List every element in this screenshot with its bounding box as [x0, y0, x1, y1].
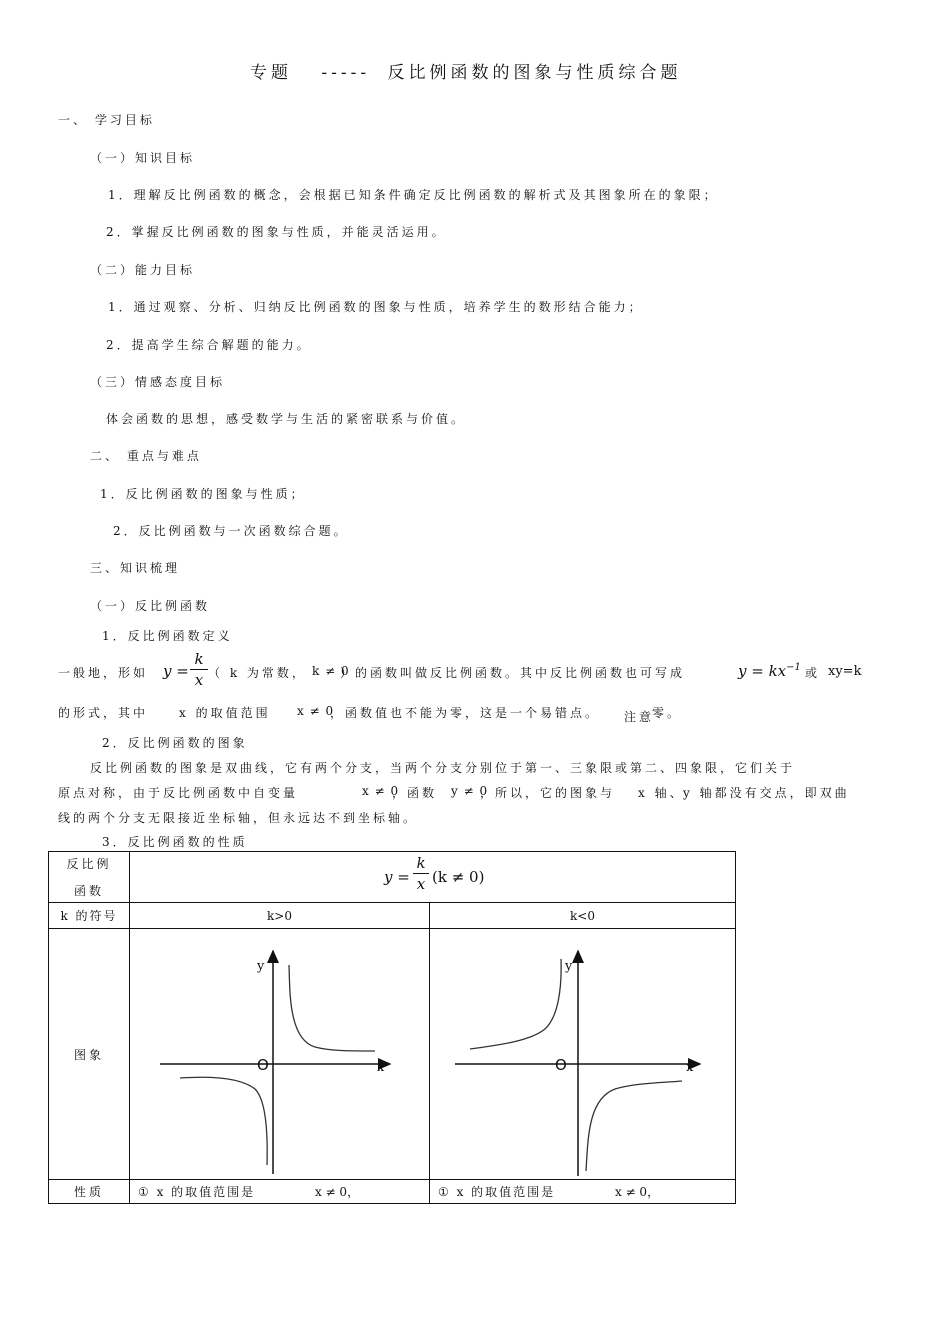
curve-q1: [289, 965, 375, 1051]
curve-q3: [180, 1077, 267, 1165]
knowledge-goal-item: 1．理解反比例函数的概念，会根据已知条件确定反比例函数的解析式及其图象所在的象限；: [108, 188, 719, 202]
property-positive-text: ① x 的取值范围是: [138, 1185, 256, 1199]
graph-paragraph: 线的两个分支无限接近坐标轴，但永远达不到坐标轴。: [58, 811, 419, 825]
header-fraction-bar: [413, 873, 429, 874]
knowledge-goal-item: 2．掌握反比例函数的图象与性质，并能灵活运用。: [106, 225, 447, 239]
formula-fraction: [190, 650, 208, 689]
table-header-left-line1: 反比例: [66, 857, 112, 871]
property-subheading: 3．反比例函数的性质: [102, 835, 248, 849]
definition-text: 零。: [652, 706, 683, 720]
table-header-formula: [130, 852, 736, 903]
property-negative-text: ① x 的取值范围是: [438, 1185, 556, 1199]
property-positive-value: x ≠ 0，: [314, 1185, 360, 1199]
definition-text: ，函数值也不能为零，这是一个易错点。: [330, 706, 601, 720]
header-formula-y: y =: [384, 868, 410, 886]
hyperbola-k-positive: [130, 929, 429, 1179]
definition-text: ）的函数叫做反比例函数。其中反比例函数也可写成: [340, 666, 686, 680]
axis-label-x: x: [686, 1060, 694, 1075]
emotion-goal-heading: （三）情感态度目标: [90, 375, 226, 389]
graph-paragraph: ，所以，它的图象与: [480, 786, 616, 800]
definition-text: x 的取值范围: [179, 706, 271, 720]
axis-label-x: x: [377, 1060, 385, 1075]
title-lead: 专题: [250, 63, 292, 83]
origin-label: O: [555, 1056, 567, 1074]
property-row-label: 性质: [49, 1180, 130, 1204]
alt-form: [738, 662, 801, 680]
axis-label-y: y: [565, 959, 573, 974]
k-negative-label: k<0: [430, 903, 736, 929]
key-point-item: 1．反比例函数的图象与性质；: [100, 487, 306, 501]
ability-goal-heading: （二）能力目标: [90, 263, 196, 277]
definition-note: 注意: [624, 710, 655, 724]
graph-paragraph: ，函数: [392, 786, 438, 800]
table-header-left-line2: 函数: [73, 884, 104, 898]
inverse-function-heading: （一）反比例函数: [90, 599, 211, 613]
ability-goal-item: 2．提高学生综合解题的能力。: [106, 338, 312, 352]
k-sign-label: k 的符号: [49, 903, 130, 929]
property-positive: [130, 1180, 430, 1204]
section-goals-heading: 一、 学习目标: [58, 113, 155, 127]
k-not-zero: k ≠ 0: [312, 664, 350, 678]
xy-form: xy=k: [828, 664, 862, 679]
header-formula-condition: (k ≠ 0): [432, 868, 485, 886]
graph-negative-cell: [430, 929, 736, 1180]
formula-y-eq: y =: [163, 662, 189, 680]
key-point-item: 2．反比例函数与一次函数综合题。: [113, 524, 349, 538]
alt-form-base: y = kx: [738, 662, 787, 680]
definition-subheading: 1．反比例函数定义: [102, 629, 233, 643]
y-not-zero: y ≠ 0: [451, 784, 489, 798]
definition-text: 的形式，其中: [58, 706, 149, 720]
alt-form-exp: −1: [786, 662, 801, 673]
graph-paragraph: 原点对称，由于反比例函数中自变量: [58, 786, 299, 800]
header-fraction-denominator: x: [416, 875, 426, 893]
k-positive-label: k>0: [130, 903, 430, 929]
graph-paragraph: 反比例函数的图象是双曲线，它有两个分支，当两个分支分别位于第一、三象限或第二、四象限，它们关于: [90, 761, 796, 775]
x-not-zero: x ≠ 0: [362, 784, 400, 798]
definition-text: （ k 为常数，: [208, 666, 307, 680]
key-points-heading: 二、 重点与难点: [90, 449, 202, 463]
fraction-numerator: k: [194, 650, 204, 668]
graph-positive-cell: [130, 929, 430, 1180]
fraction-denominator: x: [194, 671, 204, 689]
definition-text: 或: [805, 666, 821, 680]
title-dashes: -----: [321, 63, 371, 83]
origin-label: O: [257, 1056, 269, 1074]
header-fraction-numerator: k: [416, 854, 426, 872]
fraction-bar: [190, 669, 208, 670]
ability-goal-item: 1．通过观察、分析、归纳反比例函数的图象与性质，培养学生的数形结合能力；: [108, 300, 644, 314]
emotion-goal-text: 体会函数的思想，感受数学与生活的紧密联系与价值。: [106, 412, 467, 426]
table-header-left: [49, 852, 130, 903]
graph-row-label: 图象: [49, 929, 130, 1180]
x-not-zero: x ≠ 0: [297, 704, 335, 718]
graph-paragraph: y 轴都没有交点，即双曲: [683, 786, 850, 800]
hyperbola-k-negative: [430, 929, 735, 1179]
curve-q2: [470, 959, 561, 1049]
page-title: [250, 58, 682, 83]
definition-text: 一般地，形如: [58, 666, 149, 680]
header-formula-fraction: [413, 854, 429, 893]
title-main: 反比例函数的图象与性质综合题: [387, 63, 682, 83]
axis-label-y: y: [257, 959, 265, 974]
property-table: [48, 851, 736, 1204]
curve-q4: [586, 1081, 682, 1171]
graph-subheading: 2．反比例函数的图象: [102, 736, 248, 750]
property-negative-value: x ≠ 0，: [614, 1185, 660, 1199]
knowledge-review-heading: 三、知识梳理: [90, 561, 181, 575]
knowledge-goal-heading: （一）知识目标: [90, 151, 196, 165]
property-negative: [430, 1180, 736, 1204]
graph-paragraph: x 轴、: [638, 786, 685, 800]
